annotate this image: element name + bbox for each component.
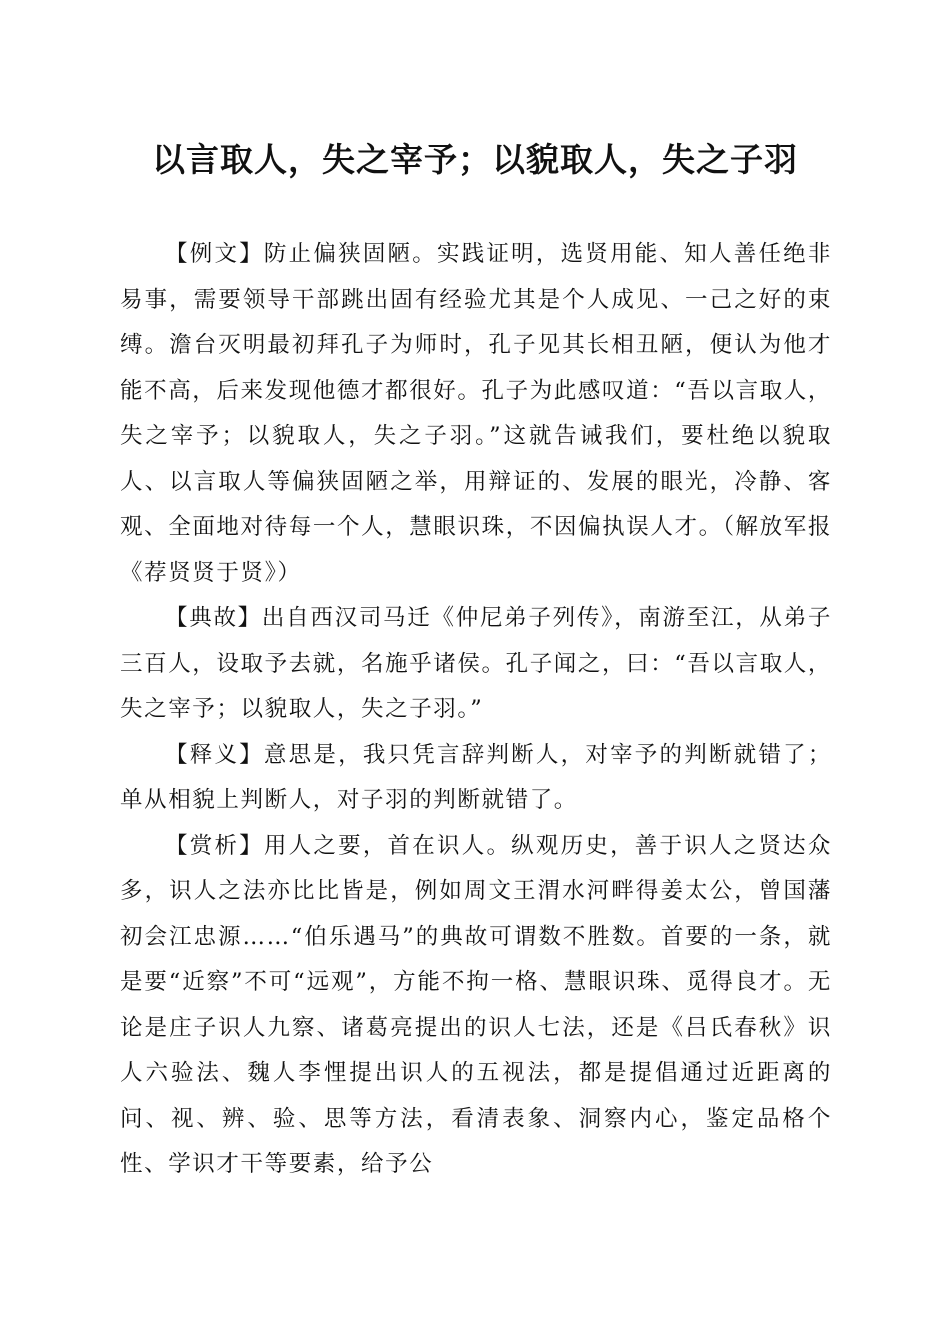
paragraph-example: 【例文】防止偏狭固陋。实践证明，选贤用能、知人善任绝非易事，需要领导干部跳出固有经验尤其是个人成见、一己之好的束缚。澹台灭明最初拜孔子为师时，孔子见其长相丑陋，便认为他才能不高，后来发现他德才都很好。孔子为此感叹道：“吾以言取人，失之宰予；以貌取人，失之子羽。”这就告诫我们，要杜绝以貌取人、以言取人等偏狭固陋之举，用辩证的、发展的眼光，冷静、客观、全面地对待每一个人，慧眼识珠，不因偏执误人才。（解放军报《荐贤贤于贤》）	[120, 241, 833, 586]
paragraph-allusion: 【典故】出自西汉司马迁《仲尼弟子列传》，南游至江，从弟子三百人，设取予去就，名施乎诸侯。孔子闻之，曰：“吾以言取人，失之宰予；以貌取人，失之子羽。”	[120, 605, 833, 722]
page-title: 以言取人，失之宰予；以貌取人，失之子羽	[152, 140, 798, 179]
paragraph-meaning: 【释义】意思是，我只凭言辞判断人，对宰予的判断就错了；单从相貌上判断人，对子羽的判断就错了。	[120, 741, 832, 813]
paragraph-appreciation: 【赏析】用人之要，首在识人。纵观历史，善于识人之贤达众多，识人之法亦比比皆是，例如周文王渭水河畔得姜太公，曾国藩初会江忠源……“伯乐遇马”的典故可谓数不胜数。首要的一条，就是要“近察”不可“远观”，方能不拘一格、慧眼识珠、觅得良才。无论是庄子识人九察、诸葛亮提出的识人七法，还是《吕氏春秋》识人六验法、魏人李悝提出识人的五视法，都是提倡通过近距离的问、视、辨、验、思等方法，看清表象、洞察内心，鉴定品格个性、学识才干等要素，给予公	[120, 832, 832, 1177]
document-body	[120, 232, 832, 1188]
